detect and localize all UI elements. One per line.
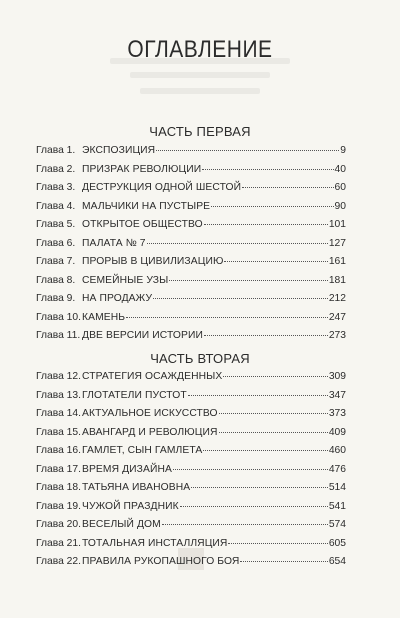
page-number: 574	[328, 519, 346, 530]
page-number: 273	[328, 330, 346, 341]
chapter-number: Глава 21.	[36, 537, 81, 549]
dot-leader	[224, 260, 327, 262]
page-number: 514	[328, 482, 346, 493]
toc-entry	[36, 253, 346, 272]
toc-list-part-1	[36, 142, 346, 346]
dot-leader	[203, 449, 327, 451]
toc-entry	[36, 216, 346, 235]
chapter-number: Глава 19.	[36, 500, 81, 512]
toc-entry	[36, 442, 346, 461]
chapter-number: Глава 2.	[36, 163, 76, 175]
toc-entry	[36, 309, 346, 328]
chapter-title: ВРЕМЯ ДИЗАЙНА	[82, 463, 172, 475]
dot-leader	[228, 542, 327, 544]
part-heading: ЧАСТЬ ПЕРВАЯ	[149, 124, 251, 139]
chapter-title: МАЛЬЧИКИ НА ПУСТЫРЕ	[82, 200, 211, 212]
page-number: 541	[328, 500, 346, 512]
dot-leader	[240, 560, 327, 562]
page-number: 460	[328, 445, 346, 456]
page-number: 373	[328, 408, 346, 419]
toc-entry	[36, 327, 346, 346]
chapter-title: ЭКСПОЗИЦИЯ	[82, 145, 156, 156]
chapter-number: Глава 20.	[36, 519, 81, 530]
dot-leader	[153, 297, 328, 299]
show-through-text	[140, 88, 260, 94]
chapter-number: Глава 13.	[36, 389, 81, 401]
chapter-title: ДВЕ ВЕРСИИ ИСТОРИИ	[82, 330, 203, 341]
toc-entry	[36, 179, 346, 198]
dot-leader	[156, 149, 339, 151]
chapter-number: Глава 5.	[36, 219, 76, 230]
dot-leader	[162, 523, 328, 525]
page-number: 60	[334, 182, 346, 193]
toc-entry	[36, 272, 346, 291]
chapter-number: Глава 18.	[36, 482, 81, 493]
page-number: 212	[328, 293, 346, 304]
page-number: 409	[328, 426, 346, 438]
dot-leader	[126, 316, 328, 318]
chapter-title: СЕМЕЙНЫЕ УЗЫ	[82, 274, 169, 286]
toc-entry	[36, 424, 346, 443]
dot-leader	[169, 279, 328, 281]
chapter-title: ДЕСТРУКЦИЯ ОДНОЙ ШЕСТОЙ	[82, 182, 242, 193]
page-number: 90	[334, 200, 346, 212]
chapter-title: АВАНГАРД И РЕВОЛЮЦИЯ	[82, 426, 218, 438]
toc-title: ОГЛАВЛЕНИЕ	[127, 36, 273, 63]
toc-entry	[36, 161, 346, 180]
chapter-title: ГЛОТАТЕЛИ ПУСТОТ	[82, 389, 187, 401]
chapter-title: ГАМЛЕТ, СЫН ГАМЛЕТА	[82, 445, 203, 456]
page-number: 40	[334, 163, 346, 175]
chapter-number: Глава 17.	[36, 463, 81, 475]
toc-entry	[36, 535, 346, 554]
page-number: 247	[328, 311, 346, 323]
page-number: 476	[328, 463, 346, 475]
toc-entry	[36, 290, 346, 309]
toc-entry	[36, 368, 346, 387]
toc-entry	[36, 405, 346, 424]
chapter-number: Глава 16.	[36, 445, 81, 456]
dot-leader	[147, 242, 328, 244]
chapter-number: Глава 22.	[36, 556, 81, 567]
chapter-number: Глава 3.	[36, 182, 76, 193]
chapter-title: АКТУАЛЬНОЕ ИСКУССТВО	[82, 408, 218, 419]
chapter-number: Глава 9.	[36, 293, 76, 304]
dot-leader	[211, 205, 333, 207]
chapter-title: ЧУЖОЙ ПРАЗДНИК	[82, 500, 179, 512]
toc-entry	[36, 461, 346, 480]
toc-entry	[36, 142, 346, 161]
toc-entry	[36, 479, 346, 498]
dot-leader	[223, 375, 327, 377]
chapter-title: НА ПРОДАЖУ	[82, 293, 153, 304]
chapter-number: Глава 6.	[36, 237, 76, 249]
chapter-title: ТОТАЛЬНАЯ ИНСТАЛЛЯЦИЯ	[82, 537, 228, 549]
chapter-title: ТАТЬЯНА ИВАНОВНА	[82, 482, 191, 493]
toc-entry	[36, 387, 346, 406]
chapter-title: ВЕСЕЛЫЙ ДОМ	[82, 519, 161, 530]
toc-entry	[36, 553, 346, 572]
page-number: 605	[328, 537, 346, 549]
chapter-title: ПАЛАТА № 7	[82, 237, 146, 249]
dot-leader	[219, 431, 328, 433]
chapter-title: ОТКРЫТОЕ ОБЩЕСТВО	[82, 219, 203, 230]
page-number: 9	[340, 145, 346, 156]
page-number: 127	[328, 237, 346, 249]
chapter-number: Глава 10.	[36, 311, 81, 323]
chapter-number: Глава 15.	[36, 426, 81, 438]
chapter-number: Глава 14.	[36, 408, 81, 419]
chapter-title: ПРОРЫВ В ЦИВИЛИЗАЦИЮ	[82, 256, 224, 267]
part-heading: ЧАСТЬ ВТОРАЯ	[150, 351, 250, 366]
toc-entry	[36, 235, 346, 254]
dot-leader	[180, 505, 328, 507]
chapter-number: Глава 7.	[36, 256, 76, 267]
page-number: 181	[328, 274, 346, 286]
toc-entry	[36, 198, 346, 217]
chapter-number: Глава 1.	[36, 145, 76, 156]
page-number: 101	[328, 219, 346, 230]
show-through-text	[130, 72, 270, 78]
chapter-title: ПРИЗРАК РЕВОЛЮЦИИ	[82, 163, 202, 175]
toc-list-part-2	[36, 368, 346, 572]
dot-leader	[191, 486, 328, 488]
dot-leader	[204, 223, 328, 225]
chapter-title: КАМЕНЬ	[82, 311, 126, 323]
page-number: 347	[328, 389, 346, 401]
toc-entry	[36, 498, 346, 517]
page-number: 309	[328, 371, 346, 382]
dot-leader	[173, 468, 328, 470]
dot-leader	[188, 394, 328, 396]
page-number: 654	[328, 556, 346, 567]
chapter-number: Глава 11.	[36, 330, 81, 341]
page-number: 161	[328, 256, 346, 267]
chapter-title: ПРАВИЛА РУКОПАШНОГО БОЯ	[82, 556, 240, 567]
dot-leader	[242, 186, 333, 188]
chapter-title: СТРАТЕГИЯ ОСАЖДЕННЫХ	[82, 371, 223, 382]
dot-leader	[204, 334, 328, 336]
toc-entry	[36, 516, 346, 535]
dot-leader	[202, 168, 333, 170]
chapter-number: Глава 4.	[36, 200, 76, 212]
dot-leader	[219, 412, 328, 414]
chapter-number: Глава 8.	[36, 274, 76, 286]
chapter-number: Глава 12.	[36, 371, 81, 382]
